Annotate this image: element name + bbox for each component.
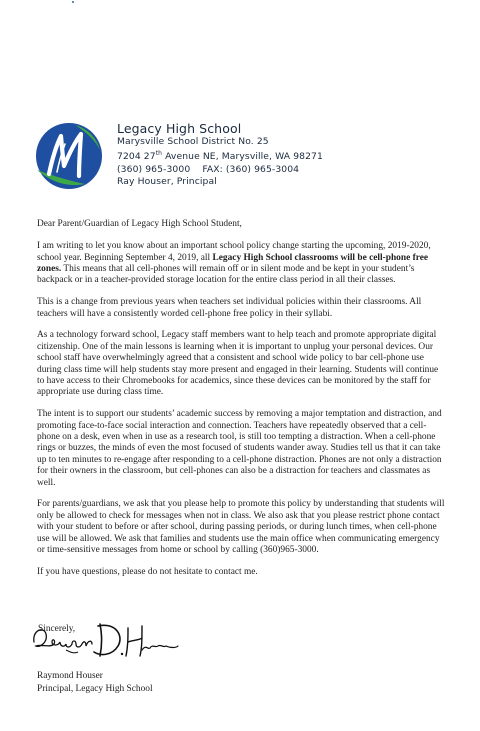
school-name: Legacy High School <box>117 121 242 136</box>
scan-mark <box>72 1 74 3</box>
address-street: Avenue NE, Marysville, WA 98271 <box>162 151 323 163</box>
school-address <box>117 148 323 163</box>
p1-start: I am writing to let you know about an important school policy change starting the upcoming, 2019-2020, school year. Beginning September 4, 2019, all <box>37 241 431 263</box>
signer-title: Principal, Legacy High School <box>37 683 153 694</box>
paragraph-intent: The intent is to support our students’ academic success by removing a major temptation and distraction, and promoting face-to-face social interaction and connection. Teachers have repeatedly observed that a cell-phone on a desk, even when in use as a research tool, is still too tempting a distraction. When a cell-phone rings or buzzes, the minds of even the most focused of students wander away. Studies tell us that it can take up to ten minutes to re-engage after responding to a cell-phone distraction. Phones are not only a distraction for their owners in the classroom, but cell-phones can also be a distraction for teachers and classmates as well. <box>37 409 442 488</box>
address-number: 7204 27 <box>117 151 156 163</box>
paragraph-policy-change <box>37 241 445 287</box>
salutation: Dear Parent/Guardian of Legacy High School Student, <box>37 219 242 229</box>
principal-line: Ray Houser, Principal <box>117 175 217 187</box>
signer <box>37 670 153 695</box>
district-name: Marysville School District No. 25 <box>117 136 269 147</box>
letterhead <box>35 122 455 202</box>
address-ordinal: th <box>155 150 163 158</box>
letter-body <box>37 219 445 589</box>
handwritten-signature <box>30 618 180 668</box>
paragraph-questions: If you have questions, please do not hesitate to contact me. <box>37 566 258 577</box>
letterhead-text <box>117 122 323 188</box>
signature-block <box>30 618 180 668</box>
signer-name: Raymond Houser <box>37 671 103 681</box>
phone-fax: (360) 965-3000 FAX: (360) 965-3004 <box>117 163 300 175</box>
paragraph-previous-years: This is a change from previous years when teachers set individual policies within their classrooms. All teachers will have a consistently worded cell-phone free policy in their syllabi. <box>37 297 422 319</box>
paragraph-technology: As a technology forward school, Legacy staff members want to help teach and promote appropriate digital citizenship. One of the main lessons is learning when it is important to unplug your personal devices. Our school staff have overwhelmingly agreed that a consistent and school wide policy to bar cell-phone use during class time will help students stay more present and engaged in their learning. Students will continue to have access to their Chromebooks for academics, since these devices can be monitored by the staff for appropriate use during class time. <box>37 330 439 398</box>
closing: Sincerely, <box>38 624 76 634</box>
p1-bold: Legacy High School classrooms will be cell-phone free zones. <box>37 252 429 275</box>
school-logo <box>35 122 103 190</box>
paragraph-parents: For parents/guardians, we ask that you please help to promote this policy by understanding that students will only be allowed to check for messages when not in class. We also ask that you please restrict phone contact with your student to before or after school, during passing periods, or during lunch times, when cell-phone use will be allowed. We ask that families and students use the main office when communicating emergency or time-sensitive messages from home or school by calling (360)965-3000. <box>37 499 445 556</box>
p1-end: This means that all cell-phones will remain off or in silent mode and be kept in your student’s backpack or in a teacher-provided storage location for the entire class period in all their classes. <box>37 264 415 286</box>
